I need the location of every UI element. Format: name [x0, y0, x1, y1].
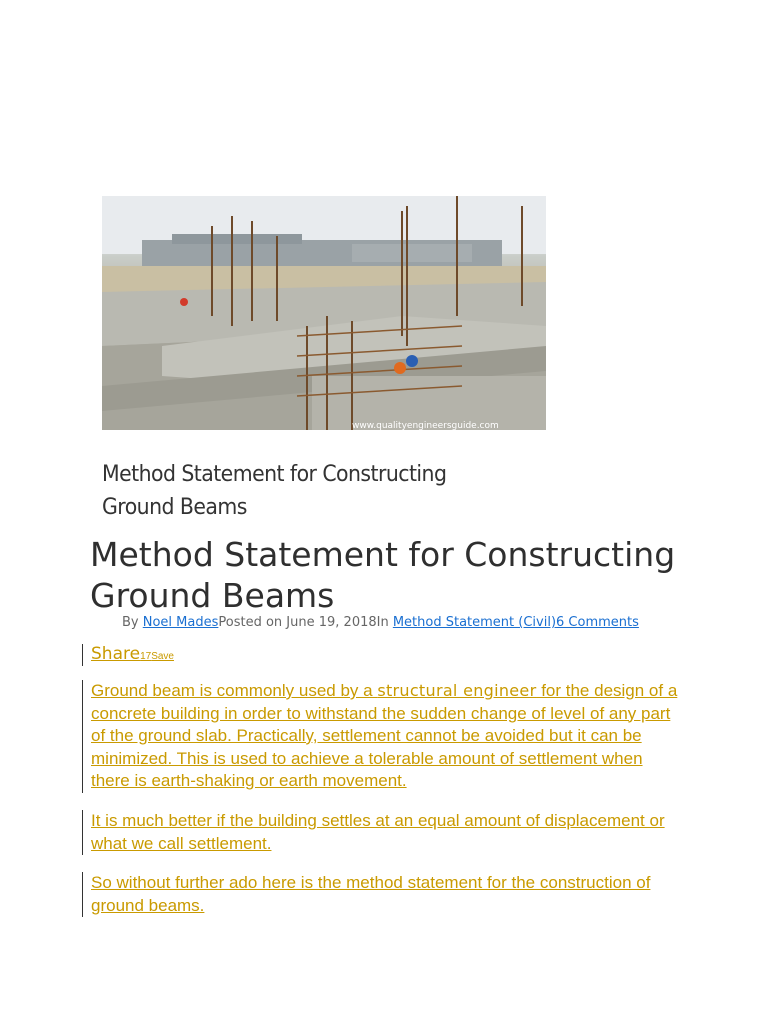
paragraph-1-block [82, 680, 681, 793]
page-title: Method Statement for Constructing Ground Beams [90, 535, 676, 615]
structural-engineer-link[interactable]: structural engineer [377, 681, 537, 700]
paragraph-1-text-start: Ground beam is commonly used by a [91, 681, 378, 700]
comments-link[interactable]: 6 Comments [556, 615, 639, 630]
image-caption-title: Method Statement for Constructing Ground Beams [102, 462, 447, 520]
paragraph-1[interactable] [91, 680, 681, 793]
paragraph-3-block [82, 872, 681, 917]
hero-image [102, 196, 546, 430]
category-link[interactable]: Method Statement (Civil) [392, 615, 557, 630]
paragraph-3[interactable]: So without further ado here is the method statement for the construction of ground beams. [91, 873, 651, 915]
author-link[interactable]: Noel Mades [142, 615, 219, 630]
paragraph-2-block [82, 810, 681, 855]
save-button[interactable]: Save [151, 651, 174, 662]
share-bar [82, 644, 291, 666]
meta-by-label: By [122, 615, 143, 630]
meta-posted-text: Posted on June 19, 2018In [218, 615, 393, 630]
paragraph-1-text-end: for the design of a concrete building in order to withstand the sudden change of level of any part of the ground slab. Practically, settlement cannot be avoided but it can be minimized. This is used to achieve a tolerable amount of settlement when there is earth-shaking or earth movement. [91, 681, 678, 790]
paragraph-2[interactable]: It is much better if the building settles at an equal amount of displacement or what we call settlement. [91, 811, 665, 853]
post-meta [122, 615, 639, 630]
share-count[interactable]: 17 [140, 651, 152, 662]
share-button[interactable]: Share [91, 644, 141, 664]
watermark-text: www.qualityengineersguide.com [352, 421, 499, 430]
